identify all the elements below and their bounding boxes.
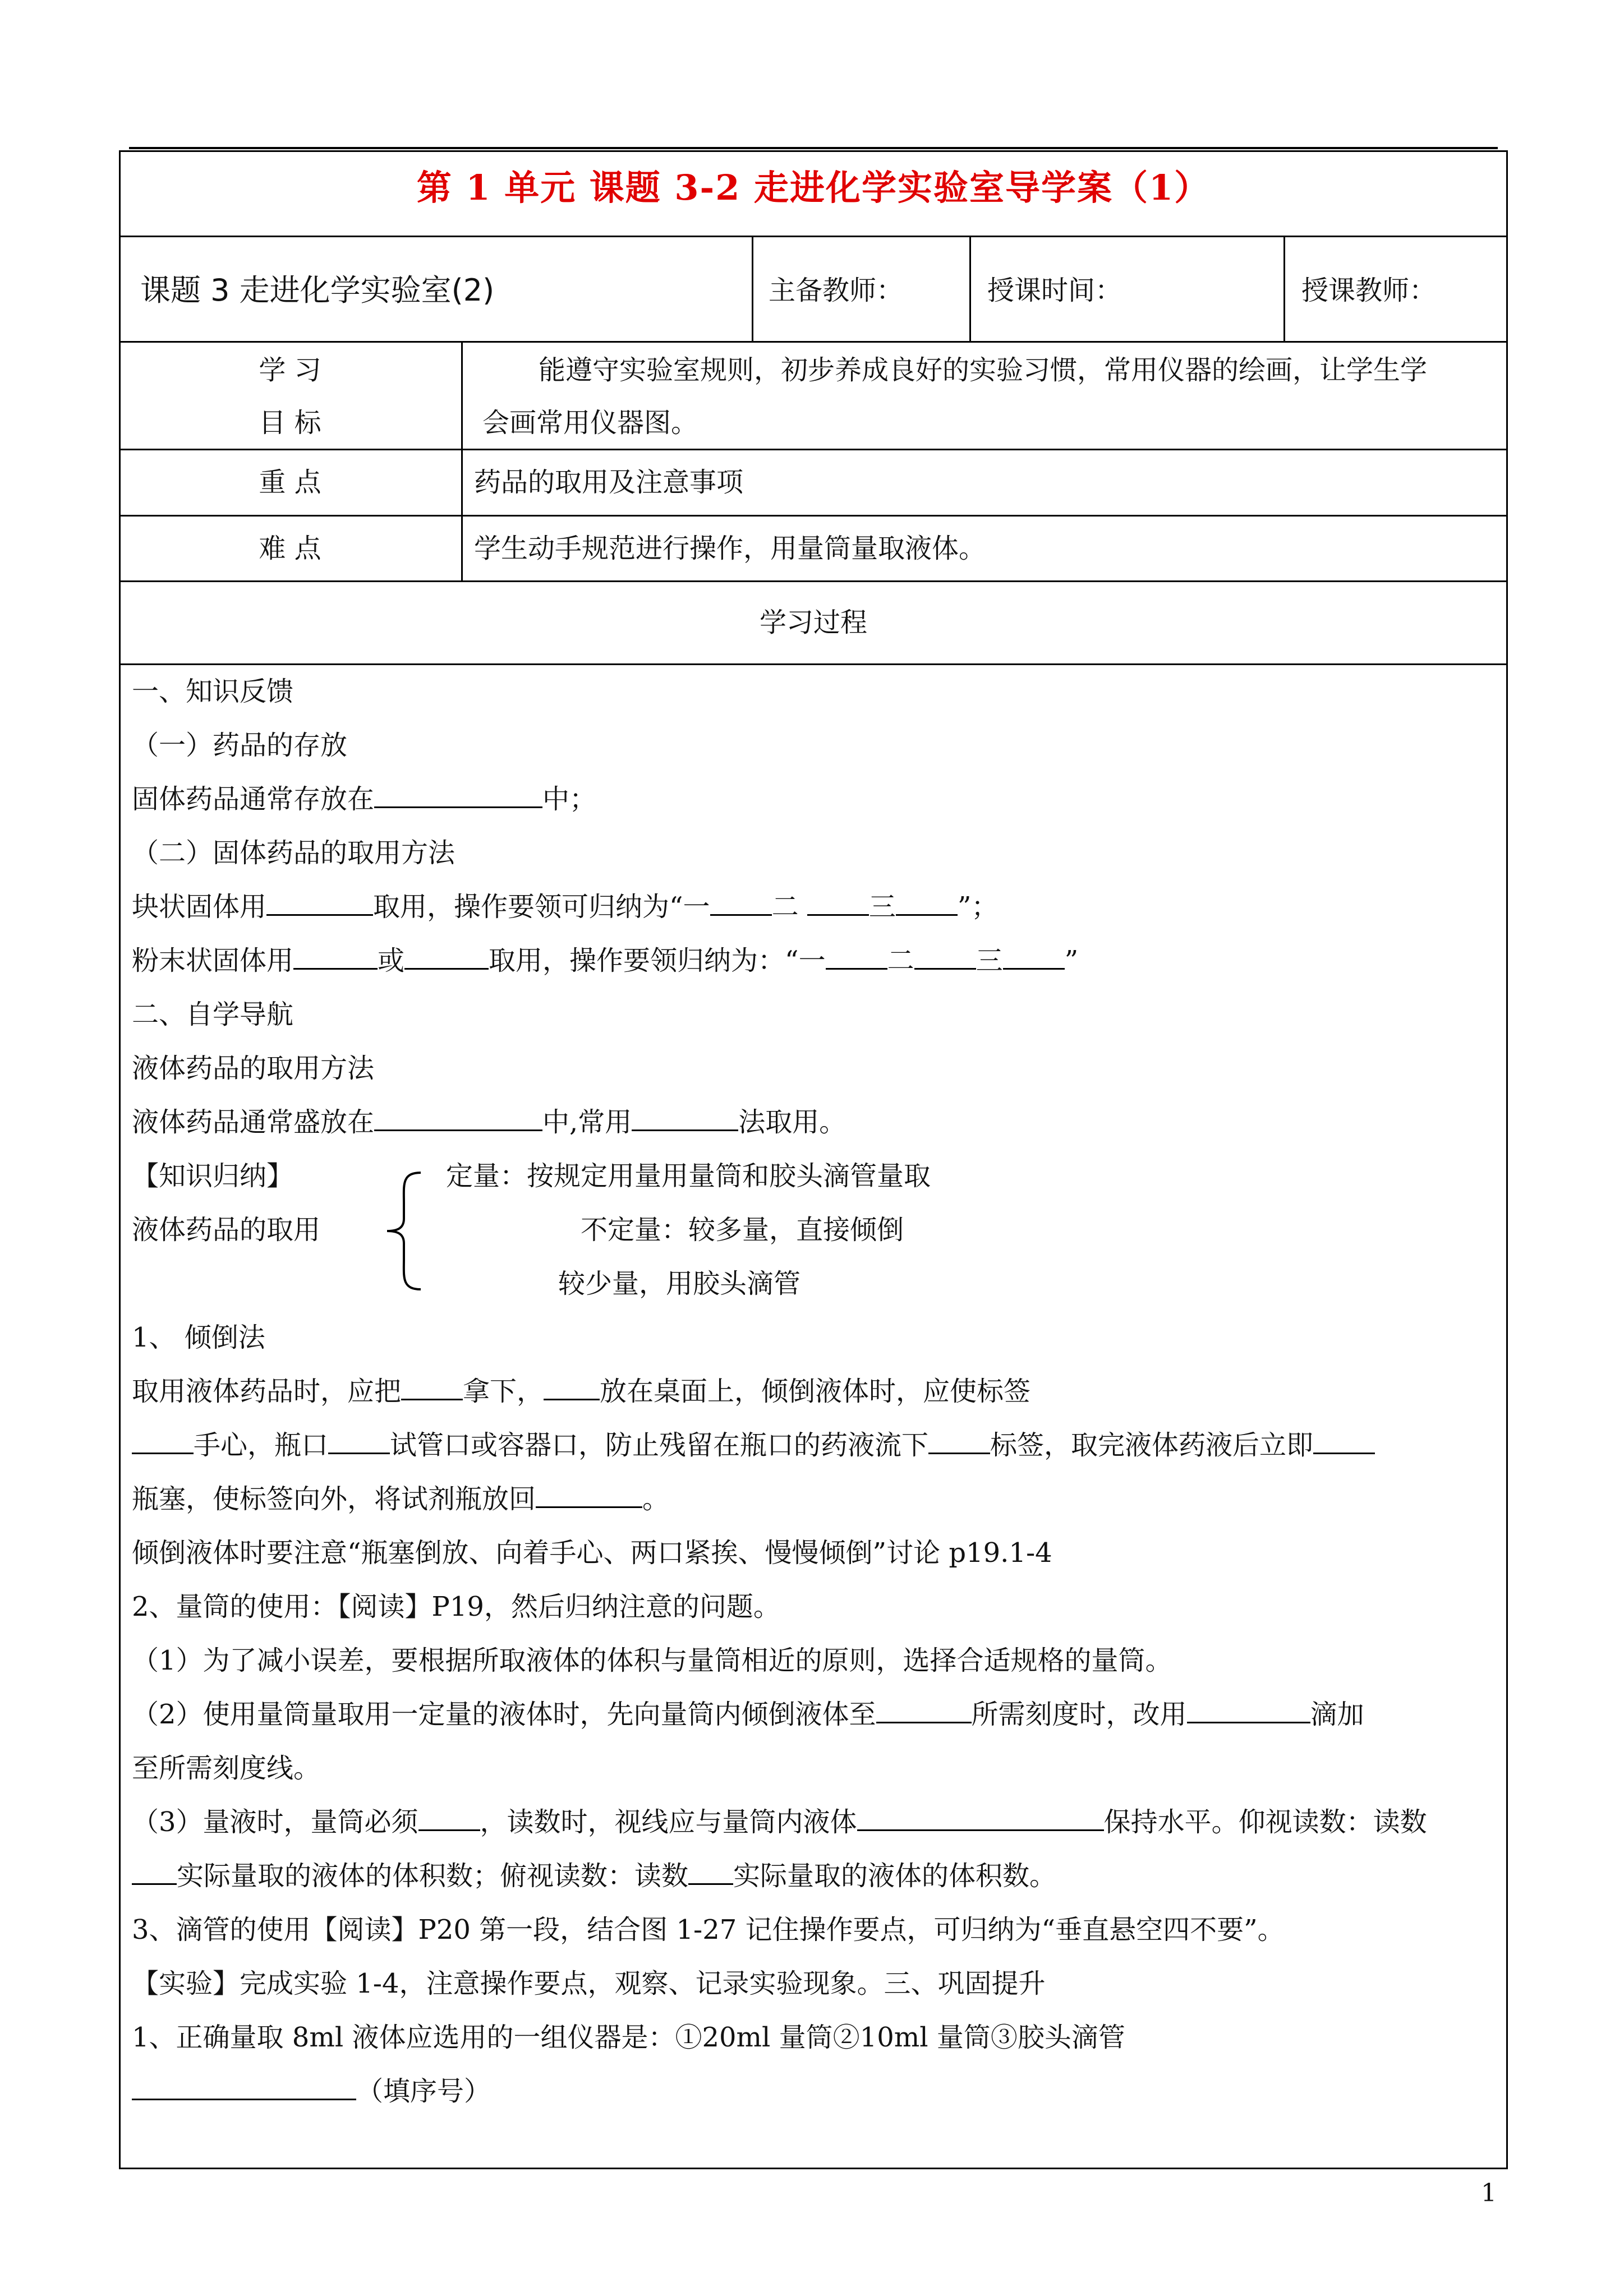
summary-left: 液体药品的取用 (132, 1214, 321, 1246)
answer-blank (857, 1804, 1104, 1831)
fill-line (132, 772, 1495, 826)
subheading: 液体药品的取用方法 (132, 1053, 375, 1084)
fill-line (132, 1095, 1495, 1149)
subheading: （二）固体药品的取用方法 (132, 837, 456, 869)
heading: 一、知识反馈 (132, 676, 294, 707)
table-divider (969, 236, 971, 341)
fill-line (132, 880, 1495, 934)
goal-text-2: 会画常用仪器图。 (482, 407, 698, 439)
key-point-label: 重 点 (259, 467, 321, 498)
section-item: 3、滴管的使用【阅读】P20 第一段，结合图 1-27 记住操作要点，可归纳为“垂直悬空四不要”。 (132, 1914, 1285, 1945)
text-fragment: 瓶塞，使标签向外，将试剂瓶放回 (132, 1483, 536, 1515)
text-fragment: ”； (957, 891, 999, 923)
difficulty-text: 学生动手规范进行操作，用量筒量取液体。 (474, 533, 986, 564)
text-fragment: 块状固体用 (132, 891, 267, 923)
answer-blank (826, 942, 887, 970)
text-fragment: 固体药品通常存放在 (132, 783, 375, 815)
page-title: 第 1 单元 课题 3-2 走进化学实验室导学案（1） (416, 167, 1211, 208)
text-fragment: （3）量液时，量筒必须 (132, 1806, 418, 1838)
text-fragment: 试管口或容器口，防止残留在瓶口的药液流下 (390, 1430, 929, 1461)
text-fragment: ” (1064, 945, 1079, 976)
course-title: 课题 3 走进化学实验室(2) (140, 273, 495, 308)
text-fragment: （填序号） (356, 2076, 491, 2107)
fill-line (132, 934, 1495, 988)
text-fragment: 实际量取的液体的体积数；俯视读数：读数 (177, 1860, 689, 1892)
fill-line (132, 1418, 1495, 1472)
text-fragment: ，读数时，视线应与量筒内液体 (480, 1806, 857, 1838)
goal-label-2: 目 标 (259, 407, 321, 439)
top-rule (129, 147, 1498, 149)
section-item: 1、 倾倒法 (132, 1322, 265, 1353)
brace-icon (381, 1169, 426, 1293)
table-divider (752, 236, 753, 341)
text-line: 【实验】完成实验 1-4，注意操作要点，观察、记录实验现象。三、巩固提升 (132, 1968, 1046, 1999)
text-fragment: 实际量取的液体的体积数。 (733, 1860, 1057, 1892)
goal-text-1: 能遵守实验室规则，初步养成良好的实验习惯，常用仪器的绘画，让学生学 (539, 354, 1428, 386)
table-divider (119, 580, 1508, 582)
answer-blank (1313, 1427, 1375, 1454)
text-fragment: 取用，操作要领归纳为：“一 (489, 945, 826, 976)
answer-blank (807, 888, 869, 916)
answer-blank (536, 1481, 642, 1508)
fill-line (132, 1795, 1495, 1849)
table-divider (119, 236, 1508, 237)
answer-blank (404, 942, 489, 970)
text-fragment: 液体药品通常盛放在 (132, 1106, 375, 1138)
text-line: 1、正确量取 8ml 液体应选用的一组仪器是：①20ml 量筒②10ml 量筒③胶头滴管 (132, 2022, 1125, 2053)
subheading: （一）药品的存放 (132, 730, 348, 761)
fill-line (132, 1364, 1495, 1418)
page-number: 1 (1481, 2179, 1497, 2207)
goal-label-1: 学 习 (259, 354, 321, 386)
text-line: （1）为了减小误差，要根据所取液体的体积与量筒相近的原则，选择合适规格的量筒。 (132, 1645, 1172, 1676)
answer-blank (293, 942, 378, 970)
answer-blank (132, 2073, 356, 2100)
table-divider (119, 515, 1508, 517)
text-fragment: 。 (642, 1483, 670, 1515)
answer-blank (544, 1373, 600, 1400)
heading: 二、自学导航 (132, 999, 294, 1030)
fill-line (132, 1472, 1495, 1526)
text-fragment: 标签，取完液体药液后立即 (990, 1430, 1314, 1461)
text-fragment: 保持水平。仰视读数：读数 (1103, 1806, 1427, 1838)
key-point-text: 药品的取用及注意事项 (474, 467, 744, 498)
answer-blank (132, 1427, 194, 1454)
table-divider (119, 341, 1508, 343)
summary-top: 定量：按规定用量用量筒和胶头滴管量取 (446, 1160, 931, 1192)
answer-blank (896, 888, 958, 916)
answer-blank (401, 1373, 463, 1400)
teacher-label: 授课教师： (1301, 275, 1437, 306)
answer-blank (688, 1857, 733, 1885)
lesson-body (132, 665, 1495, 2118)
text-fragment: 取用，操作要领可归纳为“一 (373, 891, 710, 923)
text-fragment: 放在桌面上，倾倒液体时，应使标签 (600, 1376, 1031, 1407)
answer-blank (914, 942, 976, 970)
text-fragment: 法取用。 (738, 1106, 846, 1138)
text-fragment: 取用液体药品时，应把 (132, 1376, 402, 1407)
summary-mid: 不定量：较多量，直接倾倒 (581, 1214, 904, 1246)
fill-line (132, 2064, 1495, 2118)
text-line: 至所需刻度线。 (132, 1753, 321, 1784)
table-divider (119, 449, 1508, 450)
answer-blank (632, 1104, 738, 1131)
answer-blank (1003, 942, 1065, 970)
prep-teacher-label: 主备教师： (769, 275, 904, 306)
text-fragment: 手心，瓶口 (194, 1430, 329, 1461)
difficulty-label: 难 点 (259, 533, 321, 564)
text-fragment: 或 (378, 945, 405, 976)
text-fragment: 中,常用 (542, 1106, 632, 1138)
answer-blank (876, 1696, 972, 1723)
answer-blank (266, 888, 373, 916)
text-fragment: 中； (542, 783, 597, 815)
class-time-label: 授课时间： (987, 275, 1122, 306)
answer-blank (710, 888, 772, 916)
answer-blank (418, 1804, 480, 1831)
text-fragment: 三 (976, 945, 1003, 976)
answer-blank (132, 1857, 177, 1885)
summary-tag: 【知识归纳】 (132, 1160, 294, 1192)
text-fragment: 滴加 (1310, 1699, 1364, 1730)
answer-blank (328, 1427, 390, 1454)
answer-blank (374, 1104, 542, 1131)
table-divider (461, 341, 463, 580)
text-fragment: 二 (887, 945, 914, 976)
text-line: 倾倒液体时要注意“瓶塞倒放、向着手心、两口紧挨、慢慢倾倒”讨论 p19.1-4 (132, 1537, 1052, 1569)
section-title: 学习过程 (759, 607, 867, 638)
table-divider (1283, 236, 1285, 341)
text-fragment: 粉末状固体用 (132, 945, 294, 976)
summary-block (132, 1149, 1495, 1311)
text-fragment: 所需刻度时，改用 (971, 1699, 1187, 1730)
fill-line (132, 1849, 1495, 1903)
text-fragment: 拿下， (463, 1376, 544, 1407)
text-fragment: 二 (771, 891, 799, 923)
text-fragment: （2）使用量筒量取用一定量的液体时，先向量筒内倾倒液体至 (132, 1699, 876, 1730)
answer-blank (374, 781, 542, 808)
text-fragment: 三 (868, 891, 896, 923)
answer-blank (1187, 1696, 1310, 1723)
section-item: 2、量筒的使用：【阅读】P19，然后归纳注意的问题。 (132, 1591, 780, 1622)
summary-bottom: 较少量，用胶头滴管 (558, 1268, 801, 1299)
fill-line (132, 1688, 1495, 1741)
answer-blank (928, 1427, 990, 1454)
